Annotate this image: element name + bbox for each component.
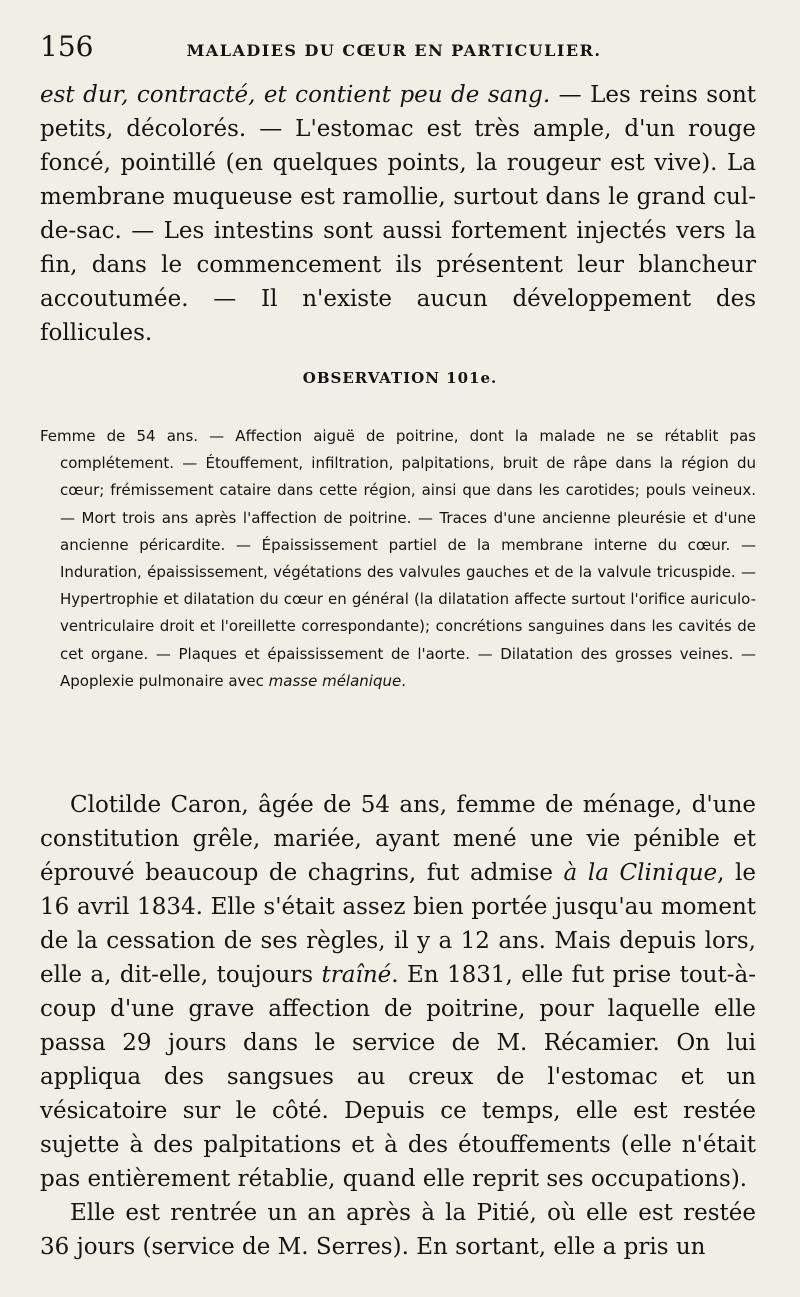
page-header (40, 30, 748, 70)
summary-body: Femme de 54 ans. — Affection aiguë de poitrine, dont la malade ne se rétablit pas complétement. — Étouffement, infiltration, palpitations, bruit de râpe dans la région du cœur; frémissement cataire dans cette région, ainsi que dans les carotides; pouls veineux. — Mort trois ans après l'affection de poitrine. — Traces d'une ancienne pleurésie et d'une ancienne péricardite. — Épaississement partiel de la membrane interne du cœur. — Induration, épaississement, végétations des valvules gauches et de la valvule tricuspide. — Hypertrophie et dilatation du cœur en général (la dilatation affecte surtout l'orifice auriculo-ventriculaire droit et l'oreillette correspondante); concrétions sanguines dans les cavités de cet organe. — Plaques et épaississement de l'aorte. — Dilatation des grosses veines. — Apoplexie pulmonaire avec (40, 427, 756, 690)
observation-heading: OBSERVATION 101e. (302, 369, 498, 387)
summary-italic: masse mélanique (268, 671, 402, 690)
case-narrative (40, 788, 756, 1264)
summary-text (40, 423, 756, 695)
intro-text (40, 78, 756, 350)
case-p1-c: . En 1831, elle fut prise tout-à-coup d'une grave affection de poitrine, pour laquelle elle passa 29 jours dans le service de M. Récamier. On lui appliqua des sangsues au creux de l'estomac et un vésicatoire sur le côté. Depuis ce temps, elle est restée sujette à des palpitations et à des étouffements (elle n'était pas entièrement rétablie, quand elle reprit ses occupations). (40, 962, 756, 1192)
case-p1-b: , le 16 avril 1834. Elle s'était assez bien portée jusqu'au moment de la cessation de ses règles, il y a 12 ans. Mais depuis lors, elle a, dit-elle, toujours (40, 860, 756, 988)
page-number: 156 (40, 30, 94, 63)
case-p1-italic-2: traîné (321, 962, 392, 988)
case-paragraph-2: Elle est rentrée un an après à la Pitié, où elle est restée 36 jours (service de M. Serres). En sortant, elle a pris un (40, 1200, 756, 1260)
case-paragraph-1 (40, 788, 756, 1196)
intro-italic-lead: est dur, contracté, et contient peu de sang. (40, 82, 551, 108)
summary-end: . (401, 671, 406, 690)
intro-body: — Les reins sont petits, décolorés. — L'estomac est très ample, d'un rouge foncé, pointillé (en quelques points, la rougeur est vive). La membrane muqueuse est ramollie, surtout dans le grand cul-de-sac. — Les intestins sont aussi fortement injectés vers la fin, dans le commencement ils présentent leur blancheur accoutumée. — Il n'existe aucun développement des follicules. (40, 82, 756, 346)
running-title: MALADIES DU CŒUR EN PARTICULIER. (186, 41, 602, 60)
case-p1-a: Clotilde Caron, âgée de 54 ans, femme de ménage, d'une constitution grêle, mariée, ayant mené une vie pénible et éprouvé beaucoup de chagrins, fut admise (40, 792, 756, 886)
case-p1-italic-1: à la Clinique (563, 860, 718, 886)
intro-paragraph (40, 78, 756, 350)
case-summary (40, 423, 756, 695)
